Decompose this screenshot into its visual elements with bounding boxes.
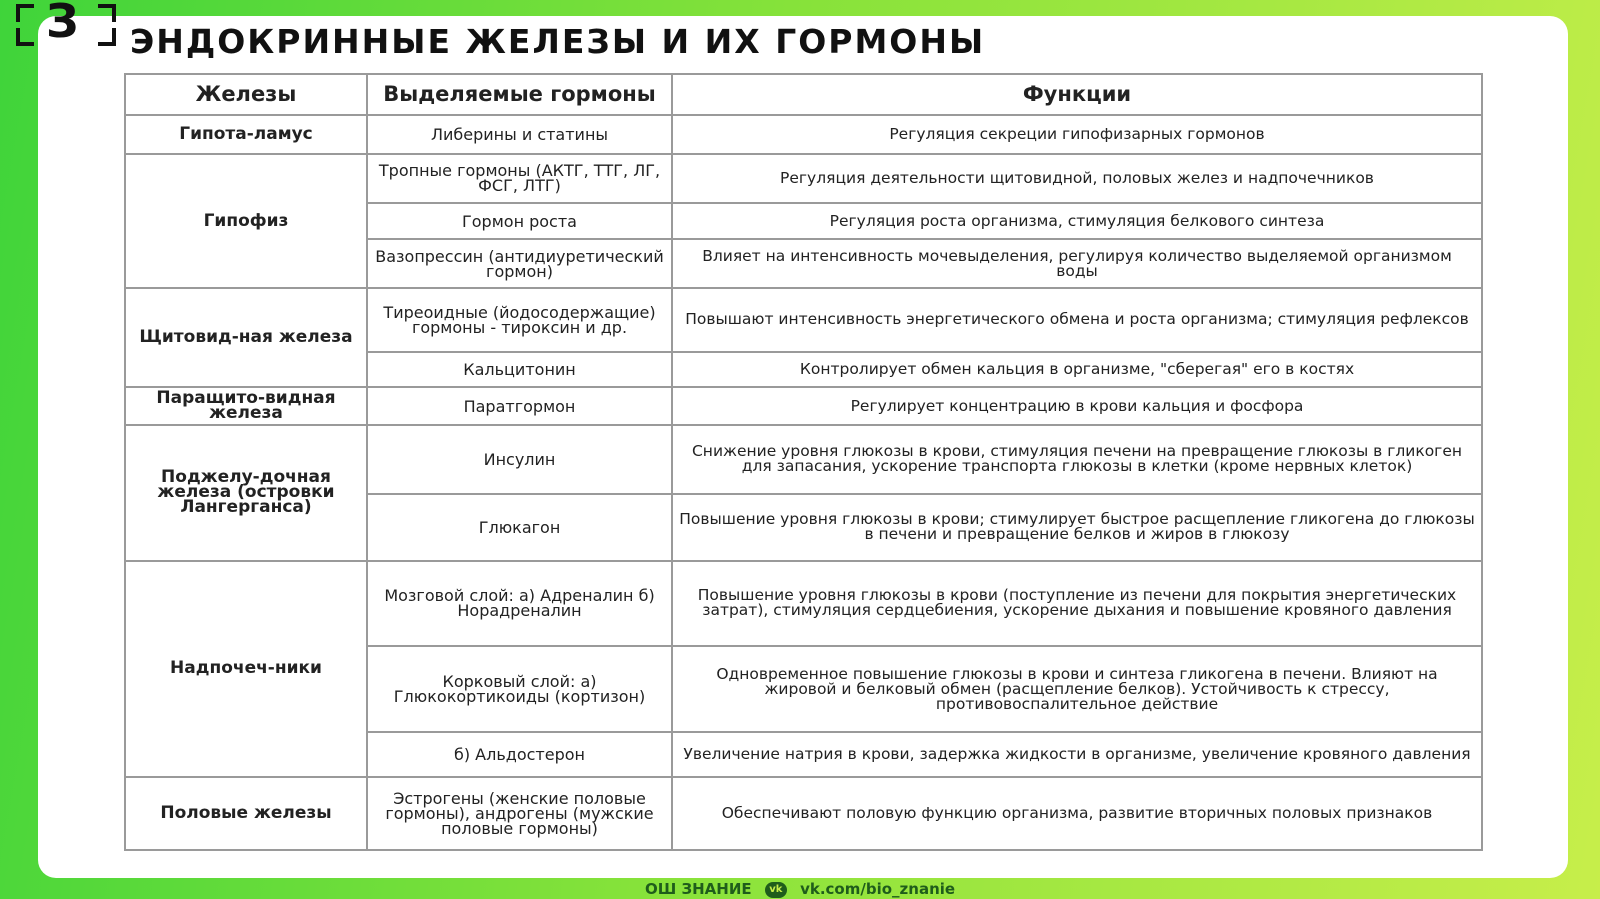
hormone-cell: Тропные гормоны (АКТГ, ТТГ, ЛГ, ФСГ, ЛТГ) (367, 154, 672, 203)
hormone-cell: Гормон роста (367, 203, 672, 240)
hormone-cell: Тиреоидные (йодосодержащие) гормоны - тироксин и др. (367, 288, 672, 352)
gland-cell: Щитовид-ная железа (125, 288, 367, 387)
hormone-cell: Глюкагон (367, 494, 672, 561)
function-cell: Обеспечивают половую функцию организма, развитие вторичных половых признаков (672, 777, 1482, 850)
gland-cell: Паращито-видная железа (125, 387, 367, 425)
logo-glyph: З (46, 0, 79, 48)
function-cell: Контролирует обмен кальция в организме, "сберегая" его в костях (672, 352, 1482, 388)
page-title: ЭНДОКРИННЫЕ ЖЕЛЕЗЫ И ИХ ГОРМОНЫ (130, 22, 986, 61)
function-cell: Регуляция секреции гипофизарных гормонов (672, 115, 1482, 155)
function-cell: Повышение уровня глюкозы в крови (поступление из печени для покрытия энергетических затрат), стимуляция сердцебиения, ускорение дыхания и повышение кровяного давления (672, 561, 1482, 646)
function-cell: Увеличение натрия в крови, задержка жидкости в организме, увеличение кровяного давления (672, 732, 1482, 777)
function-cell: Повышают интенсивность энергетического обмена и роста организма; стимуляция рефлексов (672, 288, 1482, 352)
function-cell: Регуляция деятельности щитовидной, половых желез и надпочечников (672, 154, 1482, 203)
footer-link[interactable]: vk.com/bio_znanie (800, 880, 956, 898)
table-row (125, 154, 1482, 203)
hormone-cell: Мозговой слой: а) Адреналин б) Норадреналин (367, 561, 672, 646)
table-row (125, 288, 1482, 352)
gland-cell: Поджелу-дочная железа (островки Лангерганса) (125, 425, 367, 561)
header-hormones: Выделяемые гормоны (367, 74, 672, 115)
function-cell: Регуляция роста организма, стимуляция белкового синтеза (672, 203, 1482, 240)
vk-icon: vk (765, 882, 787, 898)
header-functions: Функции (672, 74, 1482, 115)
hormone-cell: Корковый слой: а) Глюкокортикоиды (кортизон) (367, 646, 672, 732)
function-cell: Повышение уровня глюкозы в крови; стимулирует быстрое расщепление гликогена до глюкозы в печени и превращение белков и жиров в глюкозу (672, 494, 1482, 561)
function-cell: Снижение уровня глюкозы в крови, стимуляция печени на превращение глюкозы в гликоген для запасания, ускорение транспорта глюкозы в клетки (кроме нервных клеток) (672, 425, 1482, 494)
hormone-cell: Паратгормон (367, 387, 672, 425)
brand-logo-icon (16, 0, 116, 48)
hormone-cell: Вазопрессин (антидиуретический гормон) (367, 239, 672, 288)
footer (0, 880, 1600, 898)
footer-brand: ОШ ЗНАНИЕ (644, 880, 752, 898)
gland-cell: Надпочеч-ники (125, 561, 367, 777)
table-row (125, 387, 1482, 425)
function-cell: Одновременное повышение глюкозы в крови и синтеза гликогена в печени. Влияют на жировой и белковый обмен (расщепление белков). Устойчивость к стрессу, противовоспалительное действие (672, 646, 1482, 732)
hormone-cell: Эстрогены (женские половые гормоны), андрогены (мужские половые гормоны) (367, 777, 672, 850)
header-glands: Железы (125, 74, 367, 115)
hormones-table (124, 73, 1483, 851)
function-cell: Регулирует концентрацию в крови кальция и фосфора (672, 387, 1482, 425)
hormone-cell: Либерины и статины (367, 115, 672, 155)
table-row (125, 115, 1482, 155)
hormone-cell: Инсулин (367, 425, 672, 494)
hormone-cell: б) Альдостерон (367, 732, 672, 777)
table-row (125, 561, 1482, 646)
gland-cell: Гипота-ламус (125, 115, 367, 155)
table-row (125, 777, 1482, 850)
gland-cell: Половые железы (125, 777, 367, 850)
table-header-row (125, 74, 1482, 115)
table-row (125, 425, 1482, 494)
gland-cell: Гипофиз (125, 154, 367, 288)
function-cell: Влияет на интенсивность мочевыделения, регулируя количество выделяемой организмом воды (672, 239, 1482, 288)
hormone-cell: Кальцитонин (367, 352, 672, 388)
